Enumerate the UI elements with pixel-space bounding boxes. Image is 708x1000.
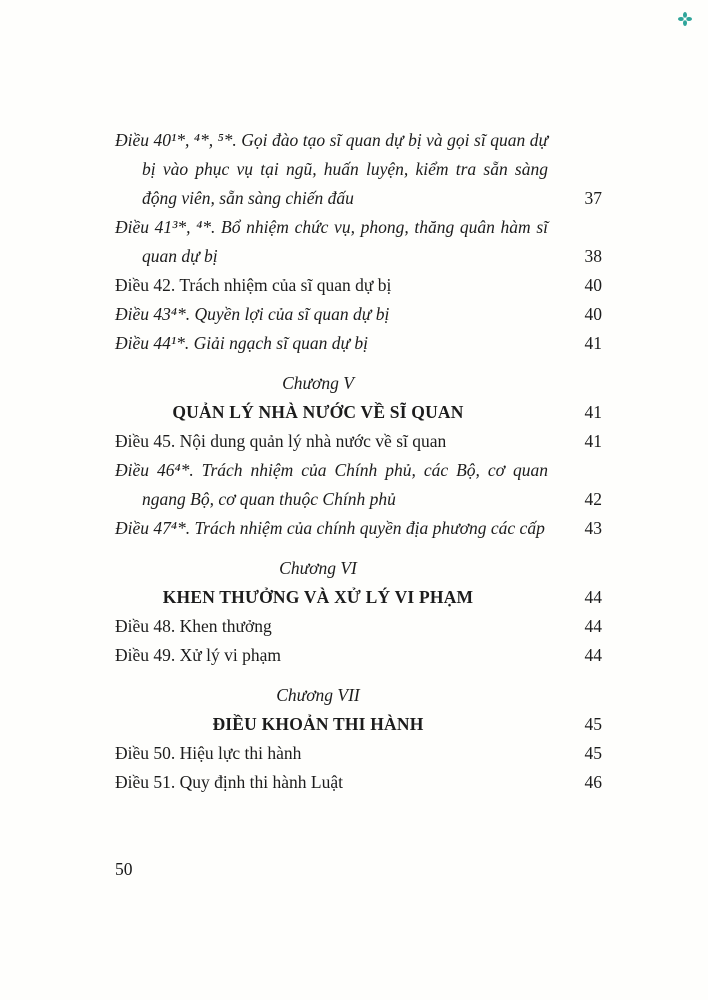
chapter-title: QUẢN LÝ NHÀ NƯỚC VỀ SĨ QUAN [172, 402, 464, 422]
toc-entry-label: Điều 47⁴*. Trách nhiệm của chính quyền địa phương các cấp [115, 518, 545, 538]
toc-page-number: 41 [584, 431, 602, 451]
toc-page-number: 42 [584, 489, 602, 509]
toc-entry [115, 768, 602, 797]
toc-page-number: 37 [584, 188, 602, 208]
chapter-heading [115, 369, 521, 427]
toc-entry [115, 329, 602, 358]
toc-entry-label: Điều 44¹*. Giải ngạch sĩ quan dự bị [115, 333, 368, 353]
toc-entry [115, 300, 602, 329]
toc-entry-label: Điều 45. Nội dung quản lý nhà nước về sĩ quan [115, 431, 447, 451]
toc-page-number: 40 [584, 304, 602, 324]
toc-page-number: 41 [584, 333, 602, 353]
toc-entry-label: Điều 43⁴*. Quyền lợi của sĩ quan dự bị [115, 304, 390, 324]
flower-petals [678, 12, 692, 26]
toc-page-number: 46 [584, 772, 602, 792]
toc-entry [115, 427, 602, 456]
decorative-flower-icon [678, 12, 692, 26]
chapter-heading [115, 681, 521, 739]
chapter-number: Chương V [282, 373, 354, 393]
toc-page-number: 44 [584, 645, 602, 665]
chapter-number: Chương VI [279, 558, 357, 578]
toc-entry [115, 612, 602, 641]
chapter-block [115, 554, 602, 612]
toc-entry-label: Điều 42. Trách nhiệm của sĩ quan dự bị [115, 275, 392, 295]
toc-entry [115, 641, 602, 670]
toc-page-number: 45 [584, 743, 602, 763]
chapter-block [115, 681, 602, 739]
toc-entry [115, 213, 602, 271]
toc-page-number: 44 [584, 616, 602, 636]
chapter-title: ĐIỀU KHOẢN THI HÀNH [212, 714, 424, 734]
toc-entry-label: Điều 46⁴*. Trách nhiệm của Chính phủ, các Bộ, cơ quan ngang Bộ, cơ quan thuộc Chính phủ [115, 460, 548, 509]
chapter-number: Chương VII [276, 685, 360, 705]
toc-page-number: 43 [584, 518, 602, 538]
toc-entry-label: Điều 51. Quy định thi hành Luật [115, 772, 343, 792]
toc-page-number: 38 [584, 246, 602, 266]
toc-entry [115, 271, 602, 300]
toc-entry [115, 126, 602, 213]
toc-page-number: 40 [584, 275, 602, 295]
toc-entry-label: Điều 48. Khen thưởng [115, 616, 272, 636]
chapter-title: KHEN THƯỞNG VÀ XỬ LÝ VI PHẠM [162, 587, 474, 607]
toc-page [115, 126, 602, 884]
toc-entry [115, 514, 602, 543]
toc-entry-label: Điều 41³*, ⁴*. Bổ nhiệm chức vụ, phong, thăng quân hàm sĩ quan dự bị [115, 217, 548, 266]
toc-entry-label: Điều 40¹*, ⁴*, ⁵*. Gọi đào tạo sĩ quan dự bị và gọi sĩ quan dự bị vào phục vụ tại ngũ, huấn luyện, kiểm tra sẵn sàng động viên, sẵn sàng chiến đấu [115, 130, 548, 208]
toc-list [115, 126, 602, 797]
chapter-block [115, 369, 602, 427]
toc-entry [115, 739, 602, 768]
chapter-heading [115, 554, 521, 612]
toc-page-number: 44 [584, 587, 602, 607]
toc-entry-label: Điều 50. Hiệu lực thi hành [115, 743, 302, 763]
toc-page-number: 41 [584, 402, 602, 422]
toc-entry-label: Điều 49. Xử lý vi phạm [115, 645, 281, 665]
page-folio-number: 50 [115, 859, 133, 879]
toc-entry [115, 456, 602, 514]
toc-page-number: 45 [584, 714, 602, 734]
